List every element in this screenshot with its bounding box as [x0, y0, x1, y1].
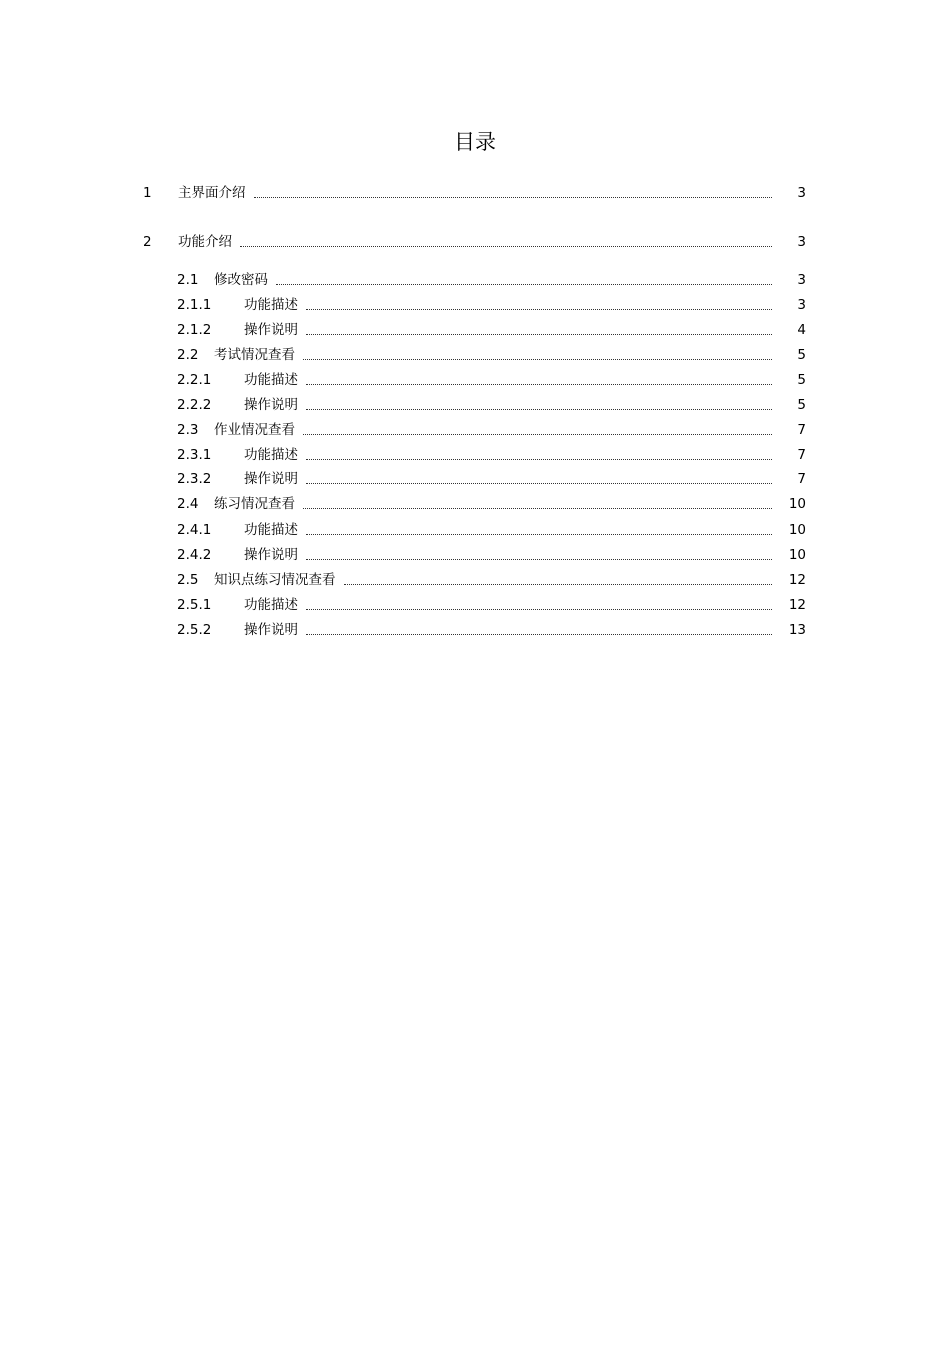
- toc-entry-number: 2.1.1: [177, 297, 212, 313]
- toc-entry-page: 5: [797, 347, 806, 363]
- dot-leader: [306, 383, 772, 385]
- toc-entry-page: 7: [797, 471, 806, 487]
- toc-entry-label: 知识点练习情况查看: [214, 572, 336, 588]
- toc-entry[interactable]: [177, 345, 806, 365]
- toc-entry[interactable]: [177, 520, 806, 540]
- toc-entry[interactable]: [177, 570, 806, 590]
- toc-entry-page: 10: [788, 547, 806, 563]
- toc-entry-label: 功能描述: [244, 597, 298, 613]
- toc-entry-label: 功能描述: [244, 522, 298, 538]
- toc-entry-label: 主界面介绍: [178, 185, 246, 201]
- toc-entry-number: 2.2: [177, 347, 199, 363]
- toc-entry-number: 2.5.1: [177, 597, 212, 613]
- toc-entry-number: 2.1: [177, 272, 199, 288]
- dot-leader: [306, 633, 772, 635]
- dot-leader: [306, 558, 772, 560]
- toc-entry-number: 2.5: [177, 572, 199, 588]
- dot-leader: [303, 507, 772, 509]
- toc-entry-page: 3: [797, 272, 806, 288]
- toc-entry[interactable]: [177, 420, 806, 440]
- toc-entry[interactable]: [177, 545, 806, 565]
- dot-leader: [303, 433, 772, 435]
- dot-leader: [306, 482, 772, 484]
- toc-entry-page: 3: [797, 297, 806, 313]
- toc-entry-label: 操作说明: [244, 397, 298, 413]
- toc-entry[interactable]: [177, 595, 806, 615]
- dot-leader: [306, 333, 772, 335]
- toc-entry-number: 2.3.2: [177, 471, 212, 487]
- toc-entry-label: 功能描述: [244, 447, 298, 463]
- dot-leader: [254, 196, 773, 198]
- toc-entry-label: 作业情况查看: [214, 422, 295, 438]
- toc-entry-number: 2: [143, 234, 152, 250]
- toc-entry-page: 4: [797, 322, 806, 338]
- dot-leader: [306, 608, 772, 610]
- toc-entry[interactable]: [143, 232, 806, 252]
- toc-entry-number: 2.5.2: [177, 622, 212, 638]
- toc-entry[interactable]: [177, 295, 806, 315]
- toc-entry[interactable]: [143, 183, 806, 203]
- toc-entry-page: 10: [788, 522, 806, 538]
- toc-entry-page: 12: [788, 597, 806, 613]
- toc-entry-page: 3: [797, 234, 806, 250]
- toc-entry-number: 2.3: [177, 422, 199, 438]
- toc-title: 目录: [454, 130, 496, 154]
- dot-leader: [306, 533, 772, 535]
- toc-entry-number: 2.4: [177, 496, 199, 512]
- toc-entry-label: 考试情况查看: [214, 347, 295, 363]
- toc-entry-label: 修改密码: [214, 272, 268, 288]
- toc-entry-page: 12: [788, 572, 806, 588]
- dot-leader: [276, 283, 772, 285]
- toc-entry[interactable]: [177, 469, 806, 489]
- toc-entry[interactable]: [177, 620, 806, 640]
- toc-entry-label: 操作说明: [244, 322, 298, 338]
- dot-leader: [306, 308, 772, 310]
- toc-entry[interactable]: [177, 370, 806, 390]
- toc-entry-label: 操作说明: [244, 622, 298, 638]
- toc-entry-page: 3: [797, 185, 806, 201]
- toc-entry-number: 2.2.2: [177, 397, 212, 413]
- toc-entry-page: 10: [788, 496, 806, 512]
- dot-leader: [306, 408, 772, 410]
- dot-leader: [240, 245, 772, 247]
- dot-leader: [306, 458, 772, 460]
- dot-leader: [344, 583, 773, 585]
- toc-entry-page: 7: [797, 447, 806, 463]
- toc-entry[interactable]: [177, 445, 806, 465]
- dot-leader: [303, 358, 772, 360]
- toc-entry-number: 1: [143, 185, 152, 201]
- toc-entry-number: 2.4.1: [177, 522, 212, 538]
- toc-entry-number: 2.2.1: [177, 372, 212, 388]
- toc-entry[interactable]: [177, 494, 806, 514]
- toc-entry-number: 2.4.2: [177, 547, 212, 563]
- toc-entry-page: 5: [797, 397, 806, 413]
- toc-entry-page: 7: [797, 422, 806, 438]
- toc-entry-number: 2.3.1: [177, 447, 212, 463]
- toc-entry-label: 功能介绍: [178, 234, 232, 250]
- toc-entry-label: 练习情况查看: [214, 496, 295, 512]
- toc-entry[interactable]: [177, 320, 806, 340]
- toc-entry-label: 操作说明: [244, 547, 298, 563]
- toc-entry[interactable]: [177, 395, 806, 415]
- toc-entry-label: 功能描述: [244, 297, 298, 313]
- toc-entry-page: 5: [797, 372, 806, 388]
- toc-entry-page: 13: [788, 622, 806, 638]
- toc-entry[interactable]: [177, 270, 806, 290]
- toc-entry-number: 2.1.2: [177, 322, 212, 338]
- toc-entry-label: 功能描述: [244, 372, 298, 388]
- toc-entry-label: 操作说明: [244, 471, 298, 487]
